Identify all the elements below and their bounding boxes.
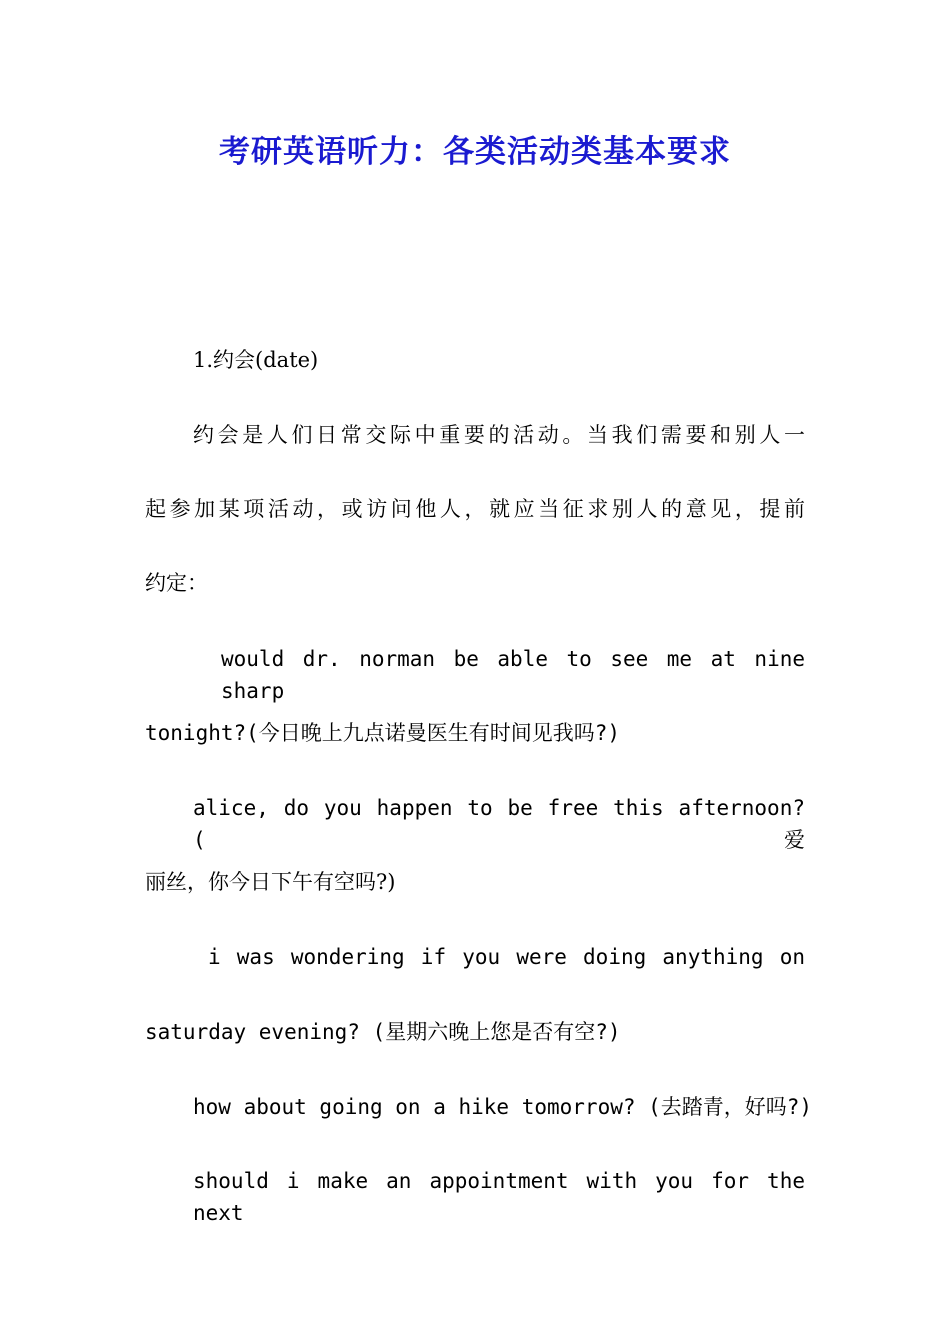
paragraph-line: 约定： bbox=[145, 571, 208, 595]
paragraph-line: 约会是人们日常交际中重要的活动。当我们需要和别人一 bbox=[193, 423, 805, 447]
example-sentence-line: would dr. norman be able to see me at nine sharp bbox=[221, 647, 805, 703]
example-sentence-line: saturday evening? (星期六晚上您是否有空?) bbox=[145, 1020, 621, 1044]
example-sentence-line: 丽丝，你今日下午有空吗?) bbox=[145, 870, 396, 894]
document-title: 考研英语听力：各类活动类基本要求 bbox=[219, 134, 731, 170]
example-sentence-line: tonight?(今日晚上九点诺曼医生有时间见我吗?) bbox=[145, 721, 621, 745]
example-sentence-line: should i make an appointment with you for the next bbox=[193, 1169, 805, 1225]
example-sentence-line: alice, do you happen to be free this afternoon?(爱 bbox=[193, 796, 805, 852]
section-heading: 1.约会(date) bbox=[193, 348, 319, 372]
example-sentence-line: how about going on a hike tomorrow? (去踏青，好吗?) bbox=[193, 1095, 813, 1119]
paragraph-line: 起参加某项活动，或访问他人，就应当征求别人的意见，提前 bbox=[145, 497, 805, 521]
example-sentence-line: i was wondering if you were doing anything on bbox=[208, 945, 805, 969]
